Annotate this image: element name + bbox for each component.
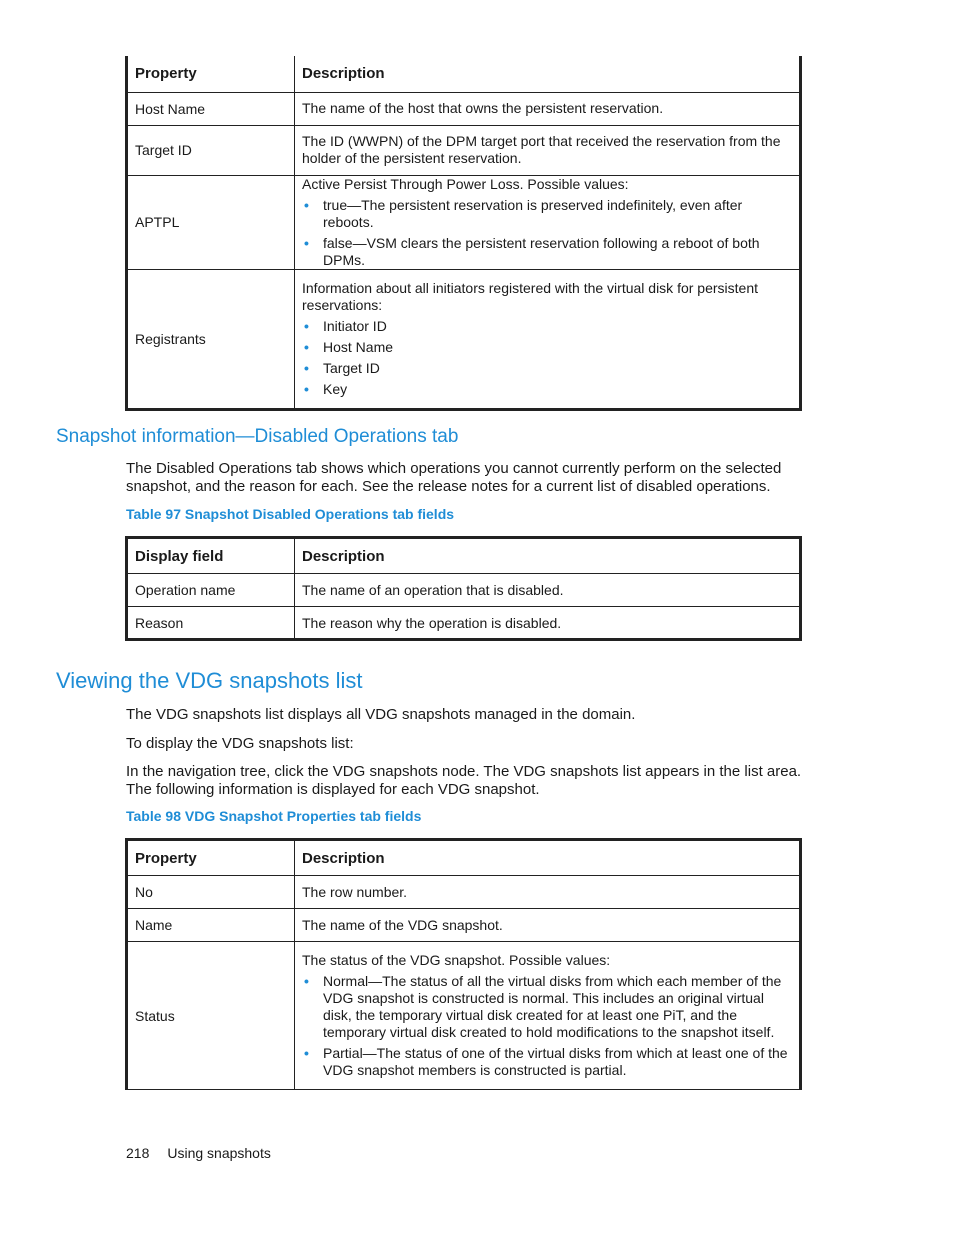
description-cell: The ID (WWPN) of the DPM target port that received the reservation from the holder of the persistent reservation. (295, 125, 801, 175)
property-cell: Name (127, 909, 295, 942)
page-number: 218 (126, 1145, 150, 1161)
bullet-list (302, 318, 792, 398)
disabled-operations-table (125, 536, 802, 641)
column-header: Description (295, 840, 801, 876)
description-cell: The reason why the operation is disabled. (295, 607, 801, 640)
list-item: • Normal—The status of all the virtual disks from which each member of the VDG snapshot is constructed is normal. This includes an original virtual disk, the temporary virtual disk created for at least one PiT, and the temporary virtual disk created to hold modifications to the snapshot itself. (302, 973, 792, 1041)
description-cell: The name of the VDG snapshot. (295, 909, 801, 942)
column-header: Property (127, 56, 295, 92)
property-cell: Host Name (127, 92, 295, 125)
table-header-row (127, 56, 801, 92)
column-header: Display field (127, 538, 295, 574)
column-header: Property (127, 840, 295, 876)
list-item: • Partial—The status of one of the virtual disks from which at least one of the VDG snapshot members is constructed is partial. (302, 1045, 792, 1079)
field-cell: Reason (127, 607, 295, 640)
field-cell: Operation name (127, 574, 295, 607)
description-cell: The name of an operation that is disabled. (295, 574, 801, 607)
vdg-snapshot-properties-table (125, 838, 802, 1090)
description-text: Active Persist Through Power Loss. Possible values: (302, 175, 629, 192)
table-header-row (127, 840, 801, 876)
table-header-row (127, 538, 801, 574)
table-row (127, 574, 801, 607)
chapter-title: Using snapshots (167, 1145, 271, 1161)
section-heading: Snapshot information—Disabled Operations tab (56, 426, 459, 447)
section-paragraph: To display the VDG snapshots list: (126, 735, 354, 752)
table-row (127, 909, 801, 942)
column-header: Description (295, 56, 801, 92)
section-paragraph: The Disabled Operations tab shows which operations you cannot currently perform on the selected snapshot, and the reason for each. See the release notes for a current list of disabled operations. (126, 460, 782, 495)
table-row (127, 942, 801, 1090)
table-caption: Table 97 Snapshot Disabled Operations tab fields (126, 506, 455, 522)
table-row (127, 269, 801, 409)
property-cell: No (127, 876, 295, 909)
table-row (127, 175, 801, 269)
description-cell (295, 942, 801, 1090)
persistent-reservation-table (125, 56, 802, 411)
list-item: • Key (302, 381, 792, 398)
table-row (127, 607, 801, 640)
table-row (127, 92, 801, 125)
description-text: The status of the VDG snapshot. Possible values: (302, 952, 611, 968)
table-caption: Table 98 VDG Snapshot Properties tab fields (126, 808, 422, 824)
section-paragraph: In the navigation tree, click the VDG snapshots node. The VDG snapshots list appears in the list area. The following information is displayed for each VDG snapshot. (126, 763, 802, 798)
description-text: Information about all initiators registered with the virtual disk for persistent reservations: (302, 279, 758, 313)
description-cell (295, 269, 801, 409)
property-cell: Target ID (127, 125, 295, 175)
list-item: • Host Name (302, 339, 792, 356)
section-paragraph: The VDG snapshots list displays all VDG snapshots managed in the domain. (126, 706, 636, 723)
page-heading: Viewing the VDG snapshots list (56, 668, 363, 693)
property-cell: APTPL (127, 175, 295, 269)
table-row (127, 125, 801, 175)
list-item: • false—VSM clears the persistent reservation following a reboot of both DPMs. (302, 235, 792, 269)
list-item: • Initiator ID (302, 318, 792, 335)
description-cell: The name of the host that owns the persistent reservation. (295, 92, 801, 125)
property-cell: Status (127, 942, 295, 1090)
bullet-list (302, 197, 792, 269)
column-header: Description (295, 538, 801, 574)
list-item: • true—The persistent reservation is preserved indefinitely, even after reboots. (302, 197, 792, 231)
list-item: • Target ID (302, 360, 792, 377)
bullet-list (302, 973, 792, 1079)
description-cell (295, 175, 801, 269)
table-row (127, 876, 801, 909)
property-cell: Registrants (127, 269, 295, 409)
description-cell: The row number. (295, 876, 801, 909)
page-footer (126, 1145, 271, 1161)
